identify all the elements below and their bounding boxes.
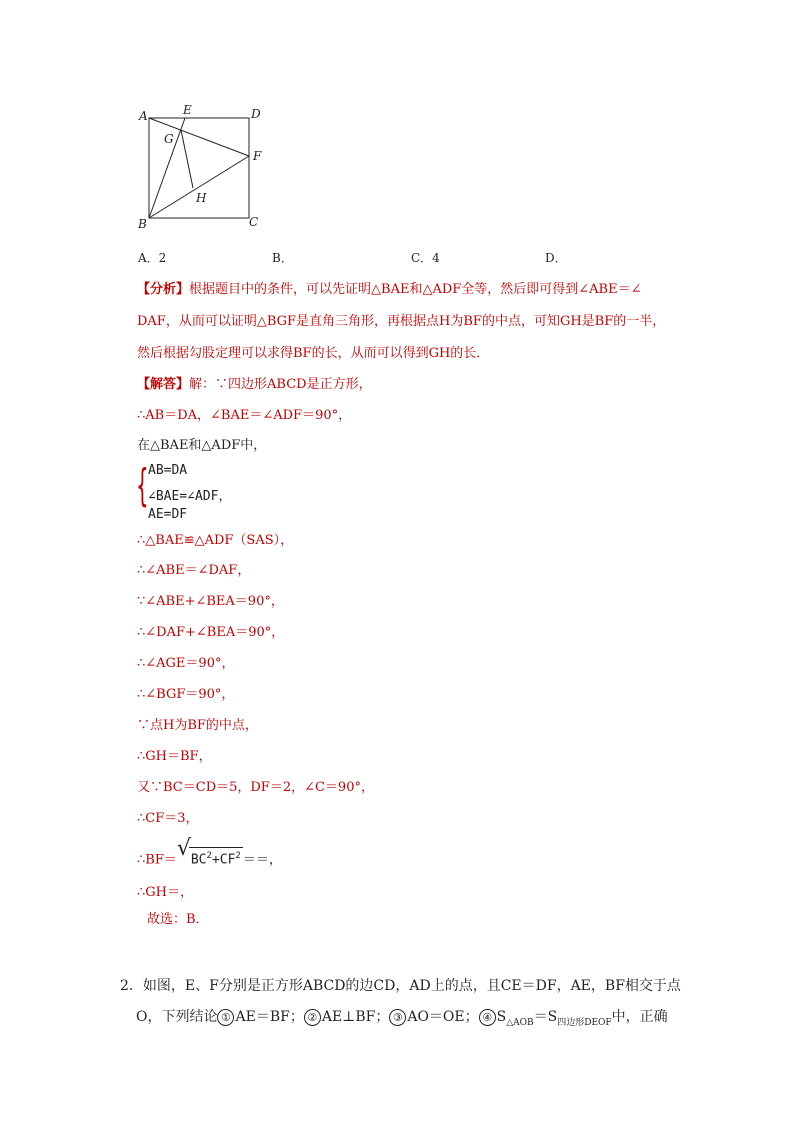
solution-step-8: ∴∠BGF＝90°， xyxy=(137,687,235,702)
solution-step-3: ∴△BAE≌△ADF（SAS）， xyxy=(137,533,294,548)
circle-number-1: ① xyxy=(217,1009,234,1026)
solution-step-13 xyxy=(137,836,282,868)
option-a: A．2 xyxy=(138,251,167,265)
segment-gh xyxy=(181,130,193,188)
solution-step-10: ∴GH＝BF， xyxy=(137,749,212,764)
q2-intro: O，下列结论 xyxy=(136,1009,218,1025)
radical-sign: √ xyxy=(176,836,191,861)
question-2-line-1: 2．如图，E、F分别是正方形ABCD的边CD，AD上的点，且CE＝DF，AE，BF相交于点 xyxy=(120,978,681,994)
sqrt-expression xyxy=(176,836,243,868)
solution-intro-text: 解：∵四边形ABCD是正方形， xyxy=(189,377,372,392)
label-c: C xyxy=(249,215,259,229)
system-eq-1: AB=DA xyxy=(148,463,188,478)
analysis-tag: 【分析】 xyxy=(137,282,190,297)
radicand-bc: BC xyxy=(190,852,207,868)
conclusion-2: AE⊥BF； xyxy=(321,1009,390,1025)
option-d: D． xyxy=(545,251,567,265)
solution-step-14: ∴GH＝， xyxy=(137,885,193,900)
label-a: A xyxy=(139,109,148,123)
exponent-2: 2 xyxy=(235,851,241,861)
solution-step-1: ∴AB＝DA，∠BAE＝∠ADF＝90°， xyxy=(137,408,352,423)
option-b: B． xyxy=(272,251,293,265)
solution-step-9: ∵点H为BF的中点， xyxy=(137,718,258,733)
solution-answer: 故选：B． xyxy=(147,912,209,927)
label-g: G xyxy=(164,132,174,146)
conclusion-4: $S_{\triangle AOB}=S_{四边形DEOF}$中，正确 xyxy=(496,1009,668,1028)
bf-suffix: ＝＝， xyxy=(242,852,282,868)
radicand-cf: +CF xyxy=(211,852,236,868)
label-b: B xyxy=(138,217,147,230)
analysis-text-1: 根据题目中的条件，可以先证明△BAE和△ADF全等，然后即可得到∠ABE＝∠ xyxy=(189,282,642,297)
bf-prefix: ∴BF＝ xyxy=(137,852,177,868)
question-2-line-2 xyxy=(136,1008,668,1032)
solution-step-6: ∴∠DAF+∠BEA＝90°， xyxy=(137,625,285,640)
analysis-line-1 xyxy=(137,282,642,298)
square-figure xyxy=(135,100,270,230)
solution-step-12: ∴CF＝3， xyxy=(137,811,199,826)
solution-step-4: ∴∠ABE＝∠DAF， xyxy=(137,563,251,578)
circle-number-2: ② xyxy=(304,1009,321,1026)
analysis-line-3: 然后根据勾股定理可以求得BF的长，从而可以得到GH的长． xyxy=(137,346,490,361)
conclusion-1: AE＝BF； xyxy=(235,1009,304,1025)
segment-bf xyxy=(149,156,249,218)
solution-step-7: ∴∠AGE＝90°， xyxy=(137,656,235,671)
analysis-line-2: DAF，从而可以证明△BGF是直角三角形，再根据点H为BF的中点，可知GH是BF的一半， xyxy=(137,314,666,329)
system-eq-2: ∠BAE=∠ADF， xyxy=(148,489,232,504)
label-e: E xyxy=(183,103,192,117)
system-eq-3: AE=DF xyxy=(148,507,188,522)
circle-number-3: ③ xyxy=(389,1009,406,1026)
equation-brace: { xyxy=(136,460,149,511)
solution-intro xyxy=(137,377,372,393)
solution-tag: 【解答】 xyxy=(137,377,190,392)
solution-step-5: ∵∠ABE+∠BEA＝90°， xyxy=(137,594,284,609)
option-c: C．4 xyxy=(411,251,440,265)
label-d: D xyxy=(251,107,261,121)
solution-step-11: 又∵BC＝CD＝5，DF＝2，∠C＝90°， xyxy=(137,780,374,795)
radicand xyxy=(189,847,243,868)
circle-number-4: ④ xyxy=(479,1009,496,1026)
conclusion-3: AO＝OE； xyxy=(407,1009,479,1025)
exponent-1: 2 xyxy=(206,851,212,861)
solution-step-2: 在△BAE和△ADF中， xyxy=(137,438,267,453)
label-f: F xyxy=(253,149,262,163)
label-h: H xyxy=(196,191,207,205)
